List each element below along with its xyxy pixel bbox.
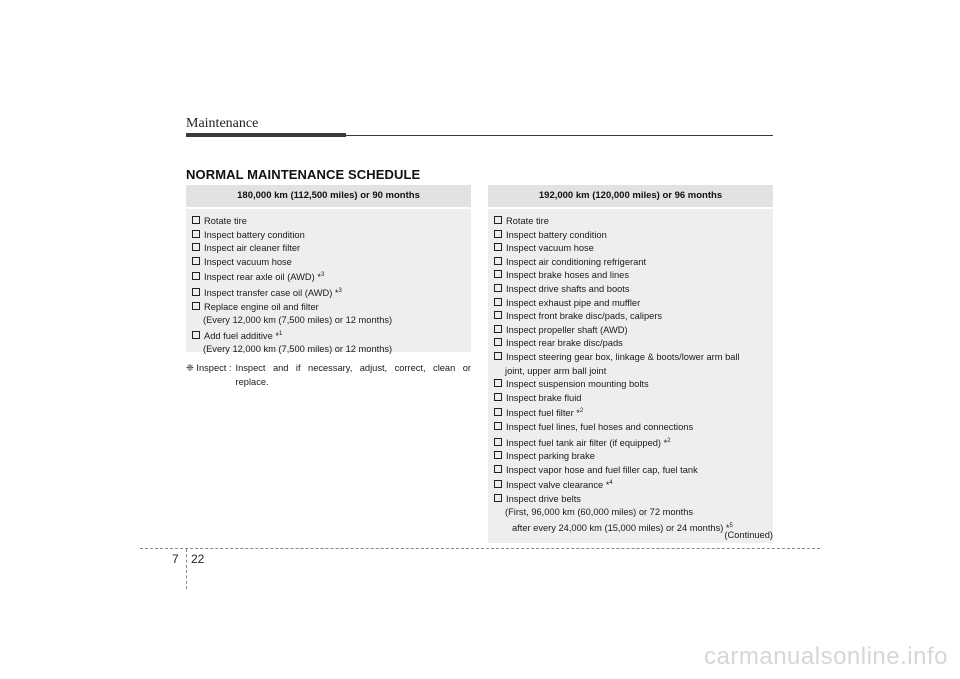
checkbox-icon <box>192 302 200 310</box>
checkbox-icon <box>494 438 502 446</box>
checklist-item <box>192 328 471 357</box>
item-continuation: (Every 12,000 km (7,500 miles) or 12 months) <box>203 344 393 355</box>
item-continuation: joint, upper arm ball joint <box>505 365 607 376</box>
item-text: Inspect fuel filter * <box>506 408 580 419</box>
item-text: Inspect fuel lines, fuel hoses and connections <box>506 421 694 432</box>
footnote-marker: 1 <box>278 330 283 337</box>
item-text: Inspect rear brake disc/pads <box>506 338 623 349</box>
item-text: Inspect vapor hose and fuel filler cap, fuel tank <box>506 464 698 475</box>
checkbox-icon <box>494 422 502 430</box>
item-text: Inspect battery condition <box>204 229 305 240</box>
note-label: ❈ Inspect : <box>186 363 232 373</box>
item-text: Inspect drive belts <box>506 493 581 504</box>
item-continuation: (Every 12,000 km (7,500 miles) or 12 months) <box>203 315 393 326</box>
checkbox-icon <box>494 494 502 502</box>
footnote-marker: 2 <box>667 437 671 444</box>
header-rule-thin <box>346 135 773 136</box>
checkbox-icon <box>494 338 502 346</box>
checklist-item <box>494 297 773 311</box>
item-text: Inspect parking brake <box>506 451 595 462</box>
checkbox-icon <box>494 379 502 387</box>
item-text: Inspect drive shafts and boots <box>506 283 630 294</box>
checklist-item <box>192 285 471 301</box>
checklist-item <box>192 229 471 243</box>
checkbox-icon <box>494 325 502 333</box>
item-text: Inspect front brake disc/pads, calipers <box>506 311 663 322</box>
checklist-item <box>494 351 773 378</box>
item-text: Inspect vacuum hose <box>204 256 292 267</box>
footer-divider <box>140 548 820 549</box>
item-text: Inspect air conditioning refrigerant <box>506 256 647 267</box>
checklist-item <box>192 269 471 285</box>
footnote-marker: 4 <box>609 480 613 487</box>
checklist-item <box>494 392 773 406</box>
checklist-item <box>494 435 773 451</box>
checkbox-icon <box>192 331 200 339</box>
item-text: Replace engine oil and filter <box>204 301 319 312</box>
checklist <box>186 209 471 357</box>
item-text: Inspect rear axle oil (AWD) * <box>204 272 321 283</box>
chapter-number: 7 <box>172 552 179 566</box>
checkbox-icon <box>494 451 502 459</box>
checklist-item <box>494 256 773 270</box>
item-text: Inspect suspension mounting bolts <box>506 379 649 390</box>
inspect-note <box>186 362 471 389</box>
item-text: Inspect brake fluid <box>506 392 582 403</box>
page-heading: NORMAL MAINTENANCE SCHEDULE <box>186 167 421 182</box>
checkbox-icon <box>192 257 200 265</box>
item-text: Add fuel additive * <box>204 330 279 341</box>
checkbox-icon <box>494 393 502 401</box>
checkbox-icon <box>494 257 502 265</box>
checklist-item <box>192 256 471 270</box>
footnote-marker: 2 <box>579 408 584 415</box>
item-text: Inspect valve clearance * <box>506 480 610 491</box>
item-text: Inspect exhaust pipe and muffler <box>506 297 641 308</box>
item-text: Inspect fuel tank air filter (if equipped) * <box>506 437 668 448</box>
checklist-item <box>494 283 773 297</box>
checklist-item <box>494 405 773 421</box>
checklist-item <box>192 242 471 256</box>
checklist-item <box>494 337 773 351</box>
footer-divider-vertical <box>186 549 187 589</box>
item-text: Inspect steering gear box, linkage & boots/lower arm ball <box>506 351 740 362</box>
panel-title: 192,000 km (120,000 miles) or 96 months <box>488 185 773 209</box>
schedule-panel-192000 <box>488 185 773 543</box>
checkbox-icon <box>192 288 200 296</box>
section-title: Maintenance <box>186 116 259 131</box>
item-text: Inspect air cleaner filter <box>204 243 301 254</box>
checklist <box>488 209 773 536</box>
checklist-item <box>192 215 471 229</box>
footnote-marker: 3 <box>338 287 342 294</box>
schedule-panel-180000 <box>186 185 471 355</box>
item-text: Inspect transfer case oil (AWD) * <box>204 287 339 298</box>
item-text: Inspect propeller shaft (AWD) <box>506 324 628 335</box>
continued-label: (Continued) <box>724 530 773 540</box>
checkbox-icon <box>494 230 502 238</box>
checkbox-icon <box>192 243 200 251</box>
checkbox-icon <box>494 243 502 251</box>
checklist-item <box>494 229 773 243</box>
checkbox-icon <box>192 216 200 224</box>
checkbox-icon <box>192 230 200 238</box>
checklist-item <box>494 310 773 324</box>
checklist-item <box>494 450 773 464</box>
checkbox-icon <box>494 465 502 473</box>
checkbox-icon <box>494 480 502 488</box>
checkbox-icon <box>494 284 502 292</box>
checkbox-icon <box>494 216 502 224</box>
header-rule-thick <box>186 133 346 137</box>
checkbox-icon <box>494 352 502 360</box>
footnote-marker: 5 <box>729 523 733 530</box>
item-text: Rotate tire <box>204 216 247 226</box>
item-text: Inspect vacuum hose <box>506 243 594 254</box>
checklist-item <box>494 378 773 392</box>
checkbox-icon <box>494 298 502 306</box>
checklist-item <box>494 242 773 256</box>
checkbox-icon <box>494 311 502 319</box>
checkbox-icon <box>192 272 200 280</box>
checklist-item <box>192 301 471 328</box>
panel-title: 180,000 km (112,500 miles) or 90 months <box>186 185 471 209</box>
watermark: carmanualsonline.info <box>704 643 948 670</box>
item-text: Rotate tire <box>506 216 549 226</box>
checkbox-icon <box>494 408 502 416</box>
item-text: Inspect battery condition <box>506 229 607 240</box>
checklist-item <box>494 324 773 338</box>
page-number: 22 <box>191 552 205 566</box>
note-text: Inspect and if necessary, adjust, correct, clean or replace. <box>235 363 471 387</box>
item-text: Inspect brake hoses and lines <box>506 270 630 281</box>
checklist-item <box>494 477 773 493</box>
item-continuation-text: after every 24,000 km (15,000 miles) or 24 months) * <box>512 523 730 534</box>
item-continuation: (First, 96,000 km (60,000 miles) or 72 months <box>505 507 694 518</box>
footnote-marker: 3 <box>320 272 325 279</box>
checklist-item <box>494 269 773 283</box>
checklist-item <box>494 464 773 478</box>
checklist-item <box>494 215 773 229</box>
checkbox-icon <box>494 270 502 278</box>
checklist-item <box>494 421 773 435</box>
